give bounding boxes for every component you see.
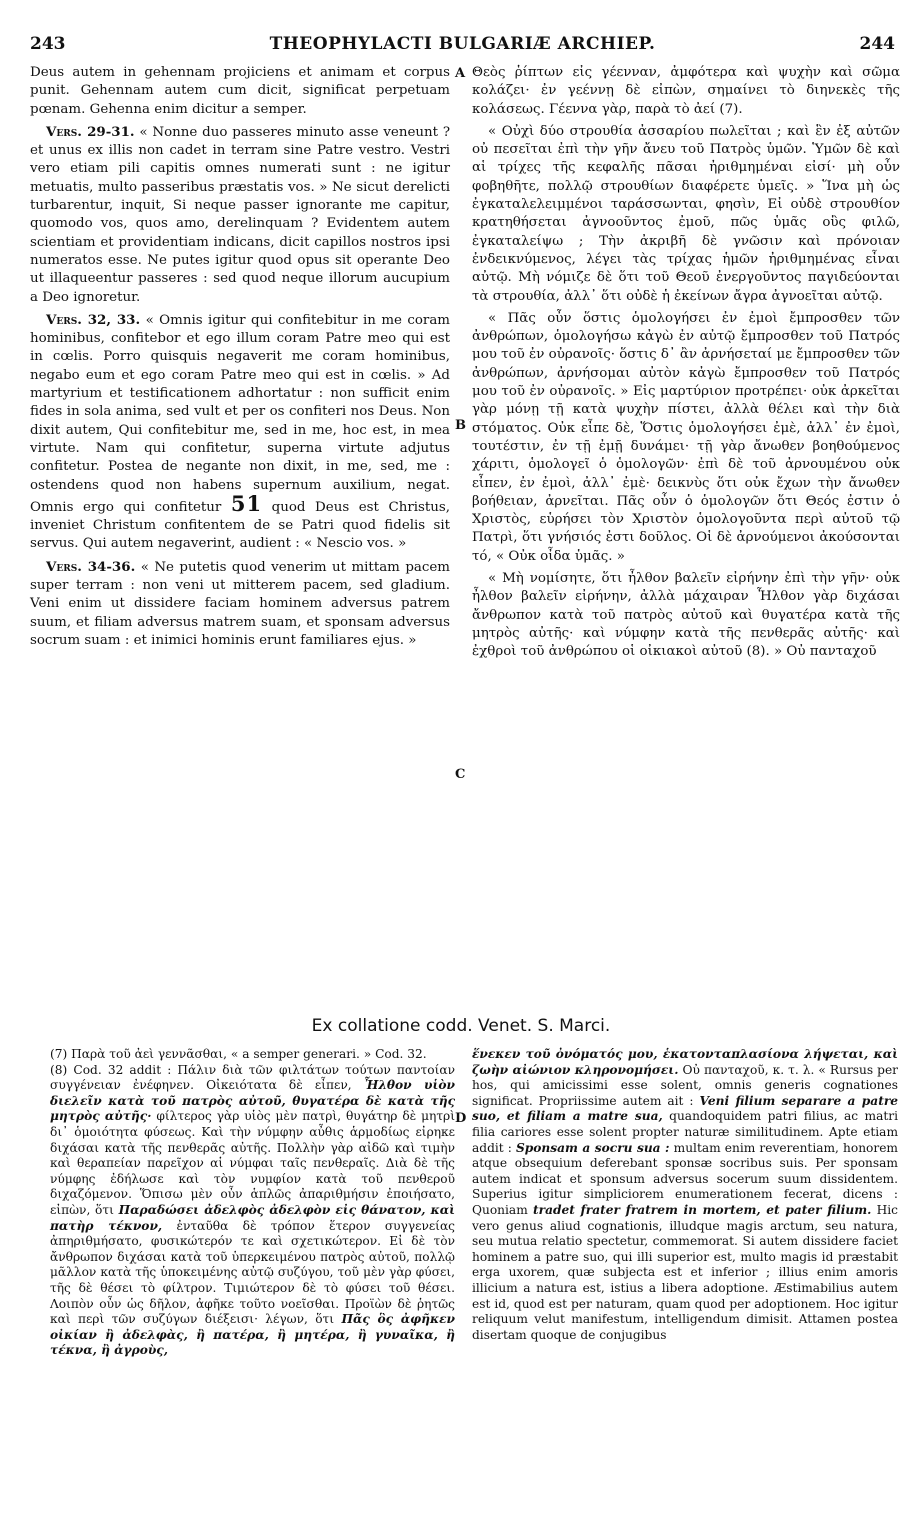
footnote-continuation [472,1047,898,1343]
running-title: THEOPHYLACTI BULGARIÆ ARCHIEP. [269,34,656,54]
footnotes-right [472,1047,898,1343]
latin-paragraph [30,558,450,650]
greek-paragraph: « Πᾶς οὖν ὅστις ὁμολογήσει ἐν ἐμοὶ ἔμπροσθεν τῶν ἀνθρώπων, ὁμολογήσω κἀγὼ ἐν αὐτῷ ἔμπροσθεν τοῦ Πατρός μου τοῦ ἐν οὐρανοῖς· ὅστις δ᾽ ἂν ἀρνήσεταί με ἔμπροσθεν τῶν ἀνθρώπων, ἀρνήσομαι αὐτὸν κἀγὼ ἔμπροσθεν τοῦ Πατρός μου τοῦ ἐν οὐρανοῖς. » Εἰς μαρτύριον προτρέπει· οὐκ ἀρκεῖται γὰρ μόνῃ τῇ κατὰ ψυχὴν πίστει, ἀλλὰ θέλει καὶ τὴν διὰ στόματος. Οὐκ εἶπε δὲ, Ὅστις ὁμολογήσει ἐμὲ, ἀλλ᾽ ἐν ἐμοὶ, τουτέστιν, ἐν τῇ ἐμῇ δυνάμει· τῇ γὰρ ἄνωθεν βοηθούμενος χάριτι, ὁμολογεῖ ὁ ὁμολογῶν· ἐπὶ δὲ τοῦ ἀρνουμένου οὐκ εἶπεν, ἐν ἐμοὶ, ἀλλ᾽ ἐμὲ· δεικνὺς ὅτι οὐκ ἔχων τὴν ἄνωθεν βοήθειαν, ἀρνεῖται. Πᾶς οὖν ὁ ὁμολογῶν ὅτι Θεός ἐστιν ὁ Χριστὸς, εὑρήσει τὸν Χριστὸν ὁμολογοῦντα περὶ αὐτοῦ τῷ Πατρὶ, ὅτι γνήσιός ἐστι δοῦλος. Οἱ δὲ ἀρνούμενοι ἀκούσονται τό, « Οὐκ οἶδα ὑμᾶς. » [472,310,900,564]
margin-marker-d: D [455,1111,467,1126]
footnote-text: φίλτερος γὰρ υἱὸς μὲν πατρὶ, θυγάτηρ δὲ μητρὶ δι᾽ ὁμοιότητα φύσεως. Καὶ τὴν νύμφην αὖθις ἁρμοδίως εἰρηκε διχάσαι κατὰ τῆς πενθερᾶς αὐτῆς. Πολλὴν γὰρ αἰδῶ καὶ τιμὴν καὶ θεραπείαν παρεῖχον αἱ νύμφαι ταῖς πενθεραῖς. Διὰ δὲ τῆς νύμφης ἐδήλωσε καὶ τὸν νυμφίον κατὰ τοῦ πενθεροῦ διχαζόμενον. Ὅπισω μὲν οὖν ἁπλῶς ἀπαριθμήσιν ἐποιήσατο, εἰπὼν, ὅτι [50,1109,456,1217]
latin-text: quod Deus est Christus, inveniet Christum confitentem de se Patri quod fidelis sit servus. Qui autem negaverint, audient : « Nescio vos. » [30,499,451,552]
collation-heading [0,1016,922,1036]
footnote-7: (7) Παρὰ τοῦ ἀεὶ γεννᾶσθαι, « a semper generari. » Cod. 32. [50,1047,427,1061]
latin-text: « Ne putetis quod venerim ut mittam pacem super terram : non veni ut mitterem pacem, sed gladium. Veni enim ut dissidere faciam hominem adversus patrem suum, et filiam adversus matrem suam, et sponsam adversus socrum suam : et inimici hominis erunt familiares ejus. » [30,559,450,648]
footnote-text: Hic vero genus aliud cognationis, illudque magis arctum, seu natura, seu mutua relatio spectetur, commemorat. Si autem dissidere faciet hominem a patre suo, qui illi superior est, multo magis id præstabit erga uxorem, quæ subjecta est et inferior ; illius enim amoris illicium a natura est, istius a libera adoptione. Æstimabilius autem est id, quod est per naturam, quam quod per adoptionem. Hoc igitur reliquum velut manifestum, intelligendum dimisit. Attamen postea disertam quoque de conjugibus [472,1202,898,1342]
verse-reference: Vers. 32, 33. [46,311,141,328]
verse-reference: Vers. 34-36. [46,558,136,575]
footnote-quote: tradet frater fratrem in mortem, et pater filium. [533,1202,872,1217]
latin-paragraph [30,311,450,554]
page-number-left: 243 [30,34,66,54]
verse-reference: Vers. 29-31. [46,123,135,140]
greek-column [472,64,900,666]
footnote-text: (8) Cod. 32 addit : Πάλιν διὰ τῶν φιλτάτων τούτων παντοίαν συγγένειαν ἐνέφηνεν. Οἰκειότατα δὲ εἶπεν, [50,1062,455,1093]
latin-paragraph [30,123,450,307]
latin-paragraph: Deus autem in gehennam projiciens et animam et corpus punit. Gehennam autem cum dicit, significat perpetuam pœnam. Gehenna enim dicitur a semper. [30,65,450,117]
footnote-quote: Παραδώσει ἀδελφὸς ἀδελφὸν εἰς θάνατον, καὶ πατὴρ τέκνον, [50,1202,456,1233]
latin-text: « Omnis igitur qui confitebitur in me coram hominibus, confitebor et ego illum coram Patre meo qui est in cœlis. Porro quisquis negaverit me coram hominibus, negabo eum et ego coram Patre meo qui est in cœlis. » Ad martyrium et testificationem adhortatur : non sufficit enim fides in sola anima, sed vult et per os confiteri nos Deus. Non dixit autem, Qui confitebitur me, sed in me, hoc est, in mea virtute. Nam qui confitetur, superna virtute adjutus confitetur. Postea de negante non dixit, in me, sed, me : ostendens quod non habens supernum auxilium, negat. Omnis ergo qui confitetur [30,312,450,515]
footnotes-left [50,1047,455,1359]
footnote-quote: Πᾶς ὃς ἀφῆκεν οἰκίαν ἢ ἀδελφὰς, ἢ πατέρα, ἢ μητέρα, ἢ γυναῖκα, ἢ τέκνα, ἢ ἀγροὺς, [50,1312,456,1358]
footnote-text: quandoquidem patri filius, ac matri filia cariores esse solent propter naturæ similitudinem. Apte etiam addit : [472,1109,899,1155]
footnote-text: multam enim reverentiam, honorem atque obsequium deferebant sponsæ socribus suis. Per sponsam autem indicat et sponsum adversus socerum suum dissidentem. Superius igitur simpliciorem enumerationem fecerat, dicens : Quoniam [472,1140,898,1217]
collation-heading-text: Ex collatione codd. Venet. S. Marci. [311,1016,611,1036]
footnote-text: ἐνταῦθα δὲ τρόπον ἕτερον συγγενείας ἀπηριθμήσατο, φυσικώτερόν τε καὶ σχετικώτερον. Εἰ δὲ τὸν ἄνθρωπον διχάσαι κατὰ τοῦ ὑπερκειμένου πατρὸς αὐτοῦ, πολλῷ μᾶλλον κατὰ τῆς ὑποκειμένης αὐτῷ συζύγου, τοῦ μὲν γὰρ φύσει, τῆς δὲ θέσει τὸ φίλτρον. Τιμιώτερον δὲ τὸ φύσει τοῦ θέσει. Λοιπὸν οὖν ὡς δῆλον, ἀφῆκε τοῦτο νοεῖσθαι. Προϊὼν δὲ ῥητῶς καὶ περὶ τῶν συζύγων διέξεισι· λέγων, ὅτι [50,1218,456,1327]
latin-column [30,64,450,654]
footnote-8 [50,1063,455,1359]
page-number-right: 244 [859,34,895,54]
margin-marker-c: C [455,767,466,782]
greek-paragraph: « Οὐχὶ δύο στρουθία ἀσσαρίου πωλεῖται ; καὶ ἓν ἐξ αὐτῶν οὐ πεσεῖται ἐπὶ τὴν γῆν ἄνευ τοῦ Πατρὸς ὑμῶν. Ὑμῶν δὲ καὶ αἱ τρίχες τῆς κεφαλῆς πᾶσαι ἠριθμημέναι εἰσί· μὴ οὖν φοβηθῆτε, πολλῷ στρουθίων διαφέρετε ὑμεῖς. » Ἵνα μὴ ὡς ἐγκαταλελειμμένοι ταράσσωνται, φησὶν, Εἰ οὐδὲ στρουθίον κρατηθήσεται ἀγνοοῦντος ἐμοῦ, πῶς ὑμᾶς οὓς φιλῶ, ἐγκαταλείψω ; Τὴν ἀκριβῆ δὲ γνῶσιν καὶ πρόνοιαν ἐνδεικνύμενος, λέγει τὰς τρίχας ἡμῶν ἠριθμημένας εἶναι αὐτῷ. Μὴ νόμιζε δὲ ὅτι τοῦ Θεοῦ ἐνεργοῦντος παγιδεύονται τὰ στρουθία, ἀλλ᾽ ὅτι οὐδὲ ἡ ἐκείνων ἄγρα ἀγνοεῖται αὐτῷ. [472,123,900,304]
footnote-quote: Ἦλθον υἱὸν διελεῖν κατὰ τοῦ πατρὸς αὐτοῦ, θυγατέρα δὲ κατὰ τῆς μητρὸς αὐτῆς· [50,1078,455,1124]
footnote-quote: Sponsam a socru sua : [515,1140,670,1155]
footnote-quote: Veni filium separare a patre suo, et filiam a matre sua, [472,1093,899,1124]
column-number-51: 51 [230,490,263,516]
margin-marker-a: A [455,66,466,81]
running-header [30,34,895,56]
footnote-text: Οὐ πανταχοῦ, κ. τ. λ. « Rursus per hos, qui amicissimi esse solent, omnis generis cognationes significat. Propriissime autem ait : [472,1062,899,1108]
footnote-quote: ἕνεκεν τοῦ ὀνόματός μου, ἑκατονταπλασίονα λήψεται, καὶ ζωὴν αἰώνιον κληρονομήσει. [472,1047,898,1077]
greek-paragraph: « Μὴ νομίσητε, ὅτι ἦλθον βαλεῖν εἰρήνην ἐπὶ τὴν γῆν· οὐκ ἦλθον βαλεῖν εἰρήνην, ἀλλὰ μάχαιραν Ἦλθον γὰρ διχάσαι ἄνθρωπον κατὰ τοῦ πατρὸς αὐτοῦ καὶ θυγατέρα κατὰ τῆς μητρὸς αὐτῆς· καὶ νύμφην κατὰ τῆς πενθερᾶς αὐτῆς· καὶ ἐχθροὶ τοῦ ἀνθρώπου οἱ οἰκιακοὶ αὐτοῦ (8). » Οὐ πανταχοῦ [472,571,900,660]
margin-marker-b: B [455,418,466,433]
latin-text: « Nonne duo passeres minuto asse veneunt ? et unus ex illis non cadet in terram sine Patre vestro. Vestri vero etiam pili capitis omnes numerati sunt : ne igitur metuatis, multo passeribus præstatis vos. » Ne sicut derelicti turbarentur, inquit, Si neque passer ignorante me capitur, quomodo vos, quos amo, derelinquam ? Evidentem autem scientiam et providentiam indicans, dicit capillos nostros ipsi numeratos esse. Ne putes igitur quod opus sit operante Deo ut illaqueentur passeres : sed quod neque illorum aucupium a Deo ignoretur. [30,124,450,305]
greek-paragraph: Θεὸς ῥίπτων εἰς γέενναν, ἀμφότερα καὶ ψυχὴν καὶ σῶμα κολάζει· ἐν γεέννῃ δὲ εἰπὼν, σημαίνει τὸ διηνεκὲς τῆς κολάσεως. Γέεννα γὰρ, παρὰ τὸ ἀεί (7). [472,65,900,117]
